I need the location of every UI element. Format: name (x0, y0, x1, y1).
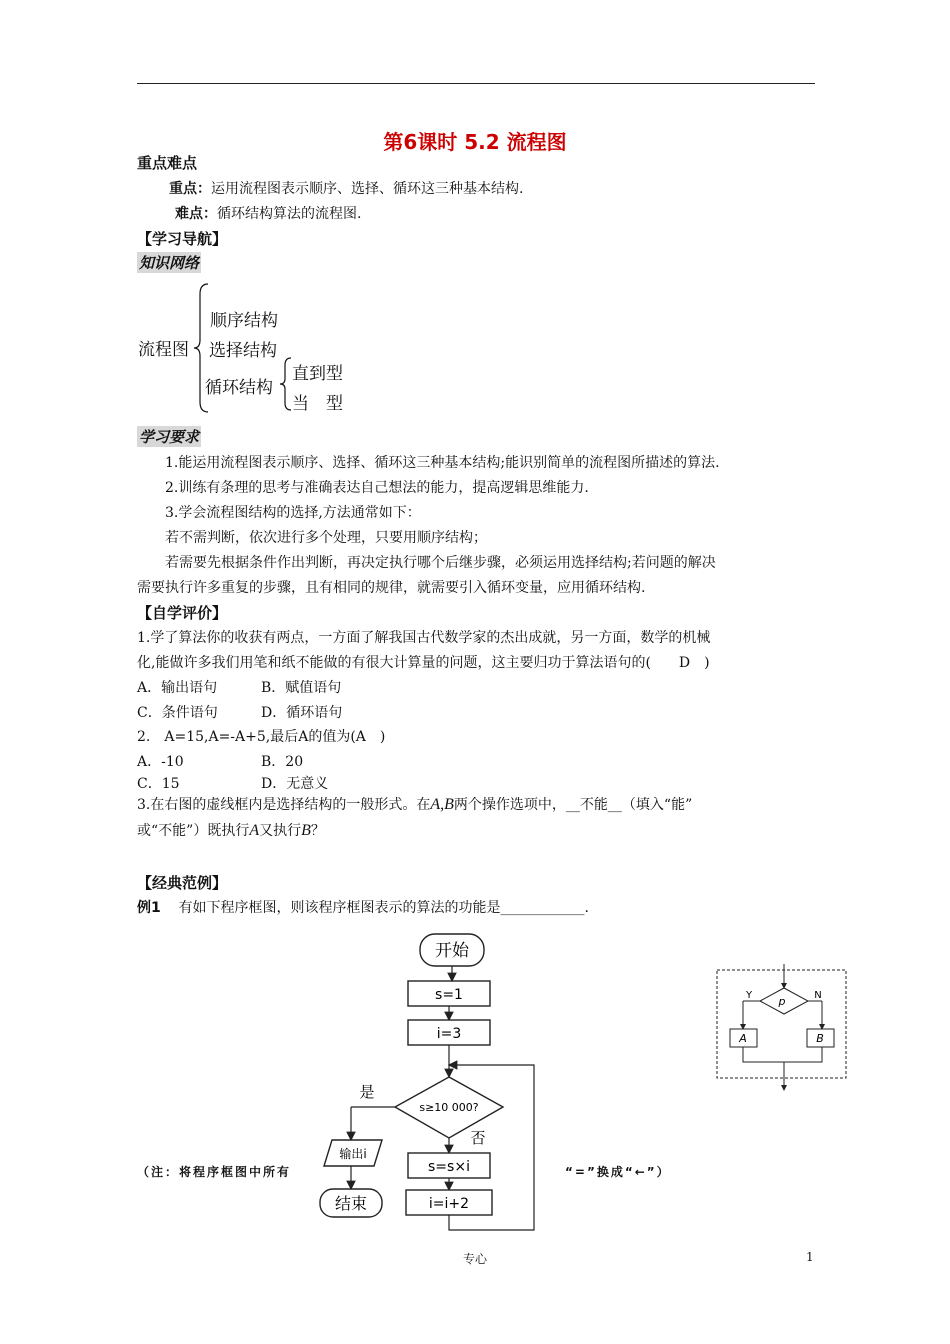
focus-line (169, 178, 523, 198)
key-points-heading: 重点难点 (137, 154, 198, 172)
sel-n: N (814, 990, 822, 1001)
flow-end-text: 结束 (334, 1194, 368, 1213)
focus-text: 运用流程图表示顺序、选择、循环这三种基本结构. (211, 181, 524, 197)
q2-option-c: C．15 (137, 776, 180, 792)
req-item-2: 2.训练有条理的思考与准确表达自己想法的能力，提高逻辑思维能力. (165, 480, 589, 496)
footer-center: 专心 (462, 1252, 487, 1266)
page-title: 第6课时 5.2 流程图 (383, 130, 567, 154)
req-item-1: 1.能运用流程图表示顺序、选择、循环这三种基本结构;能识别简单的流程图所描述的算法. (165, 455, 720, 471)
q3-a: A (249, 822, 260, 839)
q1-option-a: A．输出语句 (137, 680, 218, 696)
q3-part-2: 两个操作选项中，__不能__（填入“能” (453, 797, 693, 813)
example-1-text: 有如下程序框图，则该程序框图表示的算法的功能是____________. (178, 900, 590, 916)
sel-p: p (778, 995, 786, 1008)
q2-option-d: D．无意义 (261, 776, 329, 792)
flow-condition-text: s≥10 000? (419, 1101, 479, 1114)
req-line-5a: 若需要先根据条件作出判断，再决定执行哪个后继步骤，必须运用选择结构;若问题的解决 (165, 555, 716, 571)
flow-s-update-text: s=s×i (428, 1159, 470, 1175)
difficulty-label: 难点： (175, 206, 217, 222)
flow-no-label: 否 (470, 1129, 486, 1147)
q1-line-a: 1.学了算法你的收获有两点，一方面了解我国古代数学家的杰出成就，另一方面，数学的机械 (137, 630, 711, 646)
flow-s-init-text: s=1 (435, 987, 463, 1003)
tree-until: 直到型 (292, 364, 343, 384)
examples-heading: 【经典范例】 (137, 874, 228, 892)
sel-b: B (816, 1032, 824, 1045)
tree-while: 当 型 (292, 394, 343, 414)
tree-sel: 选择结构 (209, 341, 277, 361)
q2-line: 2. A=15,A=-A+5,最后A的值为(A ) (137, 729, 386, 745)
note-left: （注：将程序框图中所有 (137, 1165, 292, 1179)
focus-label: 重点： (169, 181, 211, 197)
req-line-5b: 需要执行许多重复的步骤，且有相同的规律，就需要引入循环变量，应用循环结构. (137, 580, 646, 596)
q3-part-4: 又执行 (259, 823, 302, 839)
req-item-3: 3.学会流程图结构的选择,方法通常如下： (165, 505, 421, 521)
requirements-heading: 学习要求 (139, 428, 200, 446)
q3-part-3: 或“不能”）既执行 (137, 823, 250, 839)
q3-b: B (301, 822, 311, 839)
q3-line-2 (137, 820, 325, 840)
difficulty-line (175, 203, 361, 223)
q2-option-b: B．20 (261, 754, 304, 770)
selection-structure-diagram (715, 962, 850, 1097)
q3-ab: A,B (430, 796, 454, 813)
difficulty-text: 循环结构算法的流程图. (217, 206, 362, 222)
q3-part-1: 3.在右图的虚线框内是选择结构的一般形式。在 (137, 797, 431, 813)
example-1-label: 例1 (137, 900, 161, 916)
flow-start-text: 开始 (435, 941, 469, 961)
flow-yes-label: 是 (359, 1083, 375, 1101)
q1-option-c: C．条件语句 (137, 705, 218, 721)
q1-line-b: 化,能做许多我们用笔和纸不能做的有很大计算量的问题，这主要归功于算法语句的( D ) (137, 655, 710, 671)
example-1-line (137, 897, 589, 917)
tree-root: 流程图 (138, 340, 189, 360)
flow-output-text: 输出i (339, 1147, 367, 1161)
flow-i-init-text: i=3 (436, 1026, 462, 1042)
self-eval-heading: 【自学评价】 (137, 604, 228, 622)
q1-option-b: B．赋值语句 (261, 680, 342, 696)
q1-option-d: D．循环语句 (261, 705, 343, 721)
req-line-4: 若不需判断，依次进行多个处理，只要用顺序结构； (165, 530, 487, 546)
q2-option-a: A．-10 (137, 754, 184, 770)
footer-page-number: 1 (806, 1250, 814, 1264)
q3-part-5: ？ (310, 823, 325, 839)
sel-a: A (739, 1032, 747, 1045)
learning-nav-heading: 【学习导航】 (137, 230, 228, 248)
program-flowchart (310, 925, 560, 1235)
header-rule (137, 83, 815, 84)
tree-seq: 顺序结构 (210, 311, 278, 331)
q3-line-1 (137, 794, 692, 814)
sel-y: Y (745, 990, 753, 1001)
knowledge-network-heading: 知识网络 (139, 254, 200, 272)
note-right: “=”换成“←”） (565, 1165, 671, 1179)
tree-loop: 循环结构 (205, 378, 273, 398)
flow-i-update-text: i=i+2 (428, 1196, 470, 1212)
